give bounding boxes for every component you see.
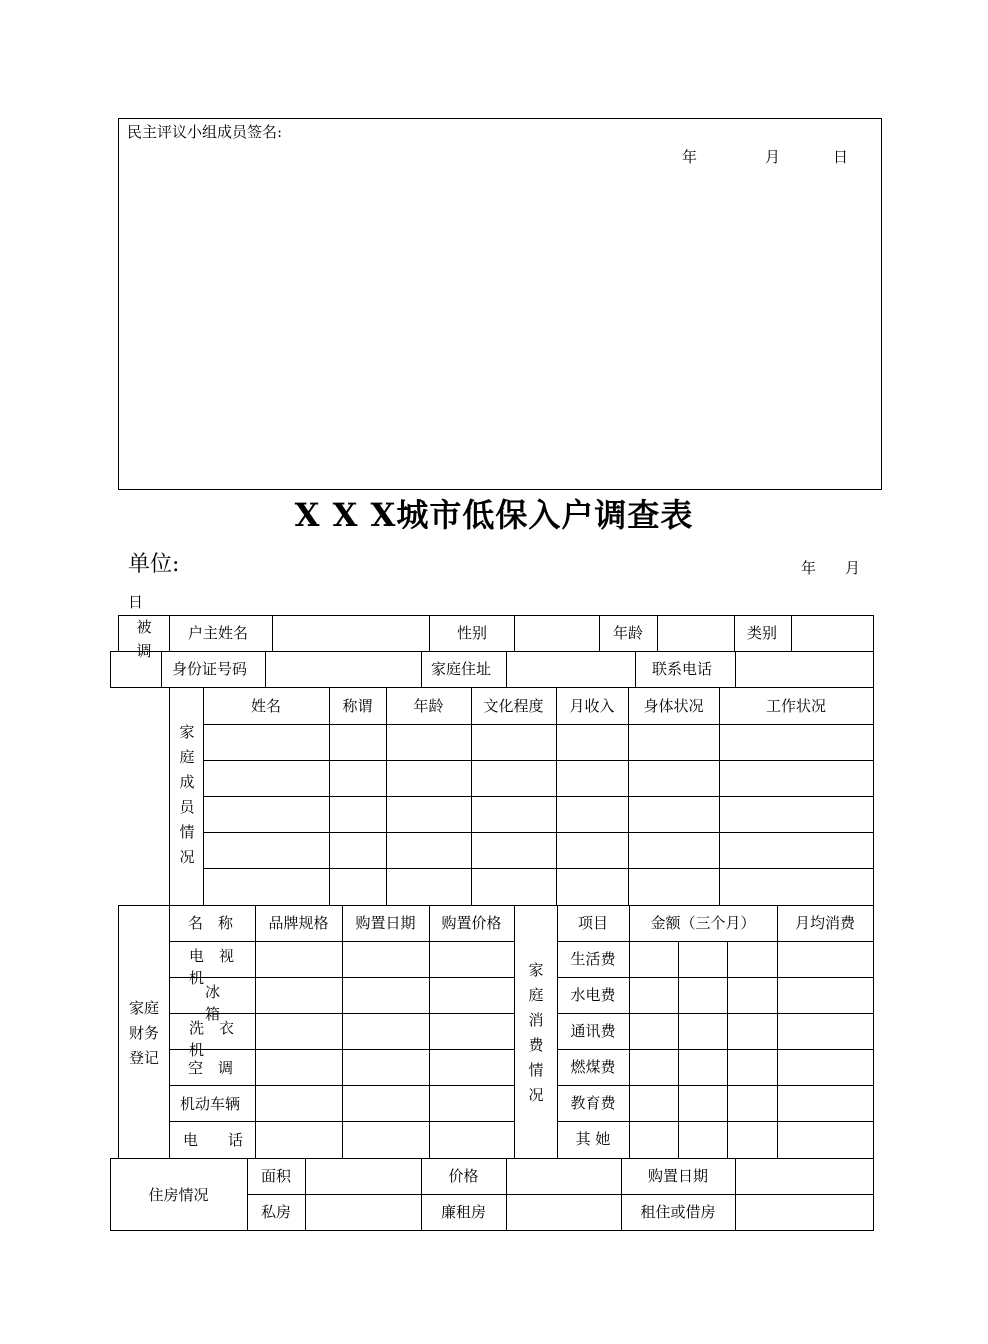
consumption-header-item: 项目 — [577, 914, 608, 932]
members-header-age: 年龄 — [413, 697, 444, 715]
members-side-label: 家庭成员情况 — [179, 723, 195, 866]
surveyed-label: 被调 — [136, 618, 152, 660]
assets-side-label: 家庭财务登记 — [128, 999, 159, 1067]
consumption-item-telecom: 通讯费 — [570, 1022, 616, 1040]
members-header-relation: 称谓 — [342, 697, 373, 715]
page-title: X X X城市低保入户调查表 — [294, 496, 694, 534]
consumption-header-monthly: 月均消费 — [794, 914, 855, 932]
members-header-income: 月收入 — [569, 697, 615, 715]
address-label: 家庭住址 — [431, 660, 492, 678]
members-header-name: 姓名 — [250, 697, 281, 715]
gender-label: 性别 — [457, 624, 488, 642]
asset-item-tv: 电 视 机 — [189, 947, 250, 987]
consumption-item-other: 其 她 — [575, 1130, 611, 1148]
members-header-health: 身体状况 — [643, 697, 704, 715]
signature-label: 民主评议小组成员签名: — [127, 123, 283, 141]
housing-private-label: 私房 — [260, 1203, 291, 1221]
consumption-item-fuel: 燃煤费 — [570, 1058, 616, 1076]
asset-item-washer: 洗 衣 机 — [189, 1019, 250, 1059]
housing-area-label: 面积 — [260, 1167, 291, 1185]
consumption-item-utilities: 水电费 — [570, 986, 616, 1004]
housing-label: 住房情况 — [148, 1186, 209, 1204]
consumption-item-living: 生活费 — [570, 950, 616, 968]
housing-rent-borrow-label: 租住或借房 — [640, 1203, 716, 1221]
head-name-label: 户主姓名 — [188, 624, 249, 642]
unit-label: 单位: — [128, 552, 180, 577]
housing-purchase-date-label: 购置日期 — [647, 1167, 708, 1185]
assets-header-name: 名 称 — [188, 914, 234, 932]
id-number-label: 身份证号码 — [172, 660, 248, 678]
assets-header-date: 购置日期 — [355, 914, 416, 932]
asset-item-ac: 空 调 — [188, 1059, 234, 1077]
date-day: 日 — [128, 593, 144, 611]
consumption-header-amount: 金额（三个月） — [650, 914, 756, 932]
consumption-side-label: 家庭消费情况 — [528, 961, 544, 1104]
members-header-education: 文化程度 — [483, 697, 544, 715]
signature-day: 日 — [833, 148, 849, 166]
signature-month: 月 — [765, 148, 781, 166]
housing-price-label: 价格 — [448, 1167, 479, 1185]
age-label: 年龄 — [613, 624, 644, 642]
date-month: 月 — [845, 559, 861, 577]
signature-box — [118, 118, 882, 490]
asset-item-vehicle: 机动车辆 — [180, 1095, 241, 1113]
date-year: 年 — [801, 559, 817, 577]
phone-label: 联系电话 — [652, 660, 713, 678]
members-header-work: 工作状况 — [765, 697, 826, 715]
asset-item-fridge: 冰 箱 — [205, 983, 251, 1023]
asset-item-phone: 电 话 — [183, 1131, 244, 1149]
assets-header-brand: 品牌规格 — [268, 914, 329, 932]
housing-low-rent-label: 廉租房 — [440, 1203, 486, 1221]
consumption-item-education: 教育费 — [570, 1094, 616, 1112]
assets-header-price: 购置价格 — [441, 914, 502, 932]
category-label: 类别 — [747, 624, 778, 642]
signature-year: 年 — [682, 148, 698, 166]
